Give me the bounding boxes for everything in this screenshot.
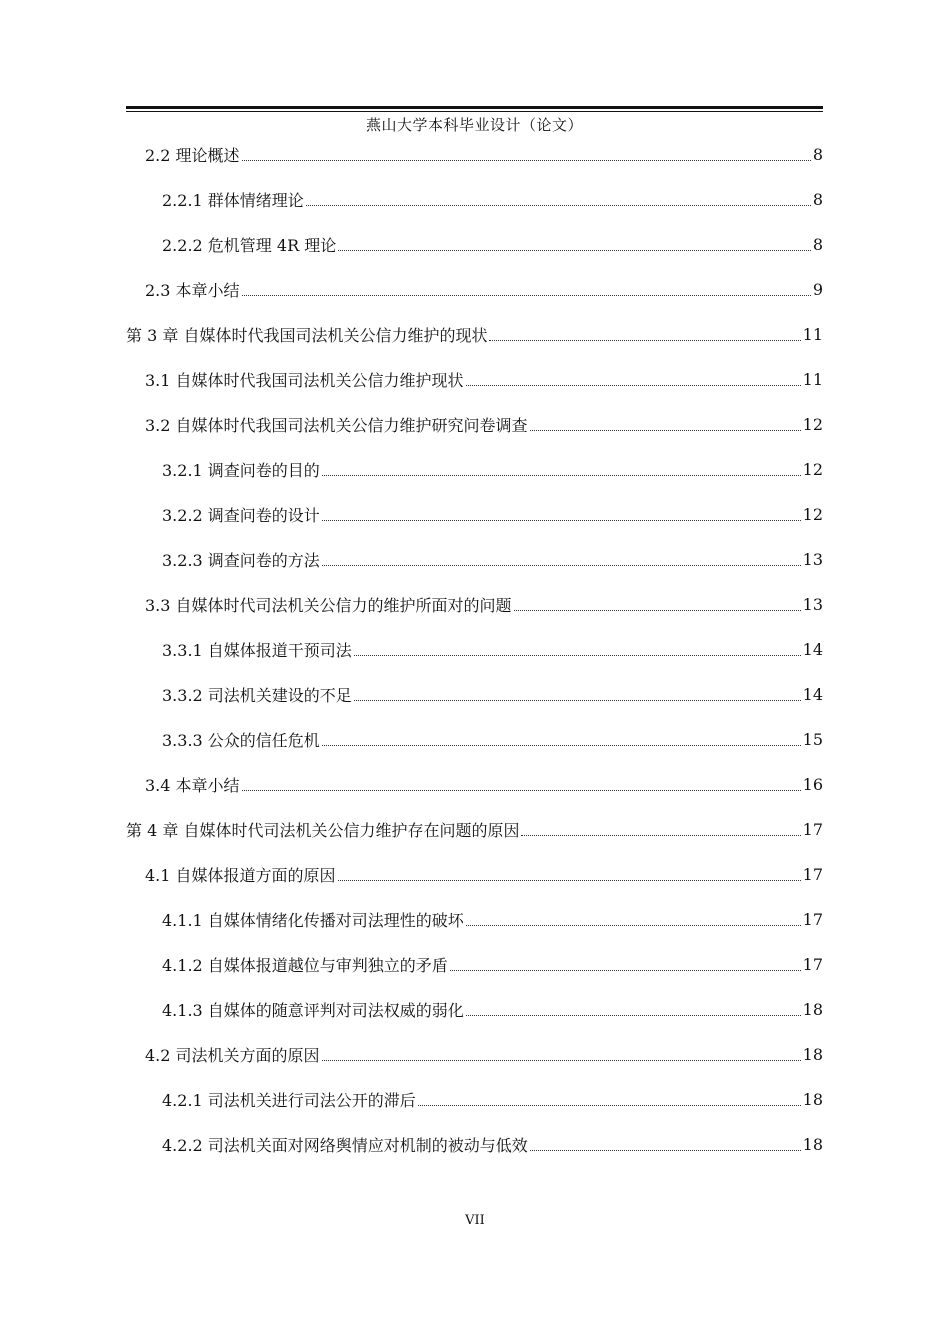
toc-entry-title: 3.3 自媒体时代司法机关公信力的维护所面对的问题 [145,595,512,615]
toc-entry-page: 12 [802,504,823,524]
toc-dot-leader [322,520,801,521]
toc-entry[interactable] [162,949,823,979]
toc-dot-leader [450,970,801,971]
toc-dot-leader [322,475,801,476]
toc-entry-title: 3.3.3 公众的信任危机 [162,730,320,750]
toc-entry-title: 2.3 本章小结 [145,280,240,300]
toc-dot-leader [354,655,801,656]
toc-entry-title: 3.2.2 调查问卷的设计 [162,505,320,525]
toc-entry[interactable] [162,1129,823,1159]
toc-dot-leader [322,745,801,746]
toc-dot-leader [322,1060,801,1061]
toc-entry-page: 11 [802,324,823,344]
toc-dot-leader [466,925,801,926]
toc-entry[interactable] [162,184,823,214]
toc-entry-title: 2.2 理论概述 [145,145,240,165]
toc-entry-page: 18 [802,1044,823,1064]
toc-dot-leader [242,295,811,296]
toc-entry-title: 3.3.1 自媒体报道干预司法 [162,640,352,660]
toc-dot-leader [418,1105,801,1106]
toc-entry[interactable] [162,229,823,259]
toc-entry[interactable] [162,904,823,934]
toc-entry[interactable] [162,679,823,709]
toc-entry[interactable] [162,724,823,754]
toc-entry[interactable] [145,409,823,439]
toc-entry[interactable] [145,859,823,889]
toc-entry[interactable] [145,364,823,394]
toc-entry-page: 18 [802,1089,823,1109]
toc-dot-leader [489,340,800,341]
toc-dot-leader [322,565,801,566]
toc-entry-title: 3.2 自媒体时代我国司法机关公信力维护研究问卷调查 [145,415,528,435]
toc-dot-leader [354,700,801,701]
toc-entry-title: 4.2.1 司法机关进行司法公开的滞后 [162,1090,416,1110]
toc-entry-page: 8 [812,189,823,209]
toc-dot-leader [242,790,801,791]
toc-entry-title: 3.2.3 调查问卷的方法 [162,550,320,570]
toc-entry-page: 11 [802,369,823,389]
toc-entry-title: 第 3 章 自媒体时代我国司法机关公信力维护的现状 [126,325,488,345]
toc-entry-page: 14 [802,639,823,659]
toc-entry-page: 17 [802,819,823,839]
toc-dot-leader [242,160,811,161]
toc-entry-page: 13 [802,594,823,614]
toc-dot-leader [466,1015,801,1016]
toc-dot-leader [530,1150,801,1151]
toc-entry[interactable] [145,589,823,619]
toc-entry[interactable] [145,139,823,169]
toc-entry-title: 3.1 自媒体时代我国司法机关公信力维护现状 [145,370,464,390]
toc-entry-title: 4.1 自媒体报道方面的原因 [145,865,336,885]
toc-entry-page: 17 [802,909,823,929]
toc-entry[interactable] [126,319,823,349]
toc-entry-page: 17 [802,954,823,974]
toc-entry-page: 12 [802,414,823,434]
toc-entry-title: 4.1.2 自媒体报道越位与审判独立的矛盾 [162,955,448,975]
toc-entry-page: 17 [802,864,823,884]
toc-entry-page: 9 [812,279,823,299]
toc-entry-page: 18 [802,1134,823,1154]
toc-entry-title: 第 4 章 自媒体时代司法机关公信力维护存在问题的原因 [126,820,520,840]
toc-entry[interactable] [145,1039,823,1069]
toc-entry-title: 4.2.2 司法机关面对网络舆情应对机制的被动与低效 [162,1135,528,1155]
toc-dot-leader [530,430,801,431]
header-rule-thick [126,106,823,109]
toc-dot-leader [514,610,801,611]
toc-dot-leader [338,880,801,881]
toc-entry-page: 16 [802,774,823,794]
toc-dot-leader [521,835,800,836]
toc-dot-leader [338,250,811,251]
toc-entry[interactable] [145,274,823,304]
toc-entry-title: 3.3.2 司法机关建设的不足 [162,685,352,705]
toc-entry-page: 14 [802,684,823,704]
toc-entry[interactable] [162,544,823,574]
toc-entry-title: 2.2.1 群体情绪理论 [162,190,304,210]
toc-entry-page: 8 [812,234,823,254]
toc-dot-leader [466,385,801,386]
toc-entry-title: 4.1.3 自媒体的随意评判对司法权威的弱化 [162,1000,464,1020]
toc-entry[interactable] [145,769,823,799]
toc-entry[interactable] [126,814,823,844]
toc-entry-page: 13 [802,549,823,569]
toc-entry[interactable] [162,454,823,484]
toc-entry[interactable] [162,499,823,529]
running-header: 燕山大学本科毕业设计（论文） [365,116,583,134]
toc-entry-page: 18 [802,999,823,1019]
toc-entry-title: 4.1.1 自媒体情绪化传播对司法理性的破坏 [162,910,464,930]
toc-entry[interactable] [162,1084,823,1114]
header-rule-thin [126,111,823,112]
toc-entry[interactable] [162,994,823,1024]
toc-entry-page: 15 [802,729,823,749]
toc-entry-page: 8 [812,144,823,164]
toc-entry-title: 3.4 本章小结 [145,775,240,795]
toc-entry-title: 3.2.1 调查问卷的目的 [162,460,320,480]
toc-entry-title: 2.2.2 危机管理 4R 理论 [162,235,337,255]
toc-dot-leader [306,205,811,206]
page-number: VII [465,1213,485,1228]
toc-entry[interactable] [162,634,823,664]
toc-entry-title: 4.2 司法机关方面的原因 [145,1045,320,1065]
toc-entry-page: 12 [802,459,823,479]
